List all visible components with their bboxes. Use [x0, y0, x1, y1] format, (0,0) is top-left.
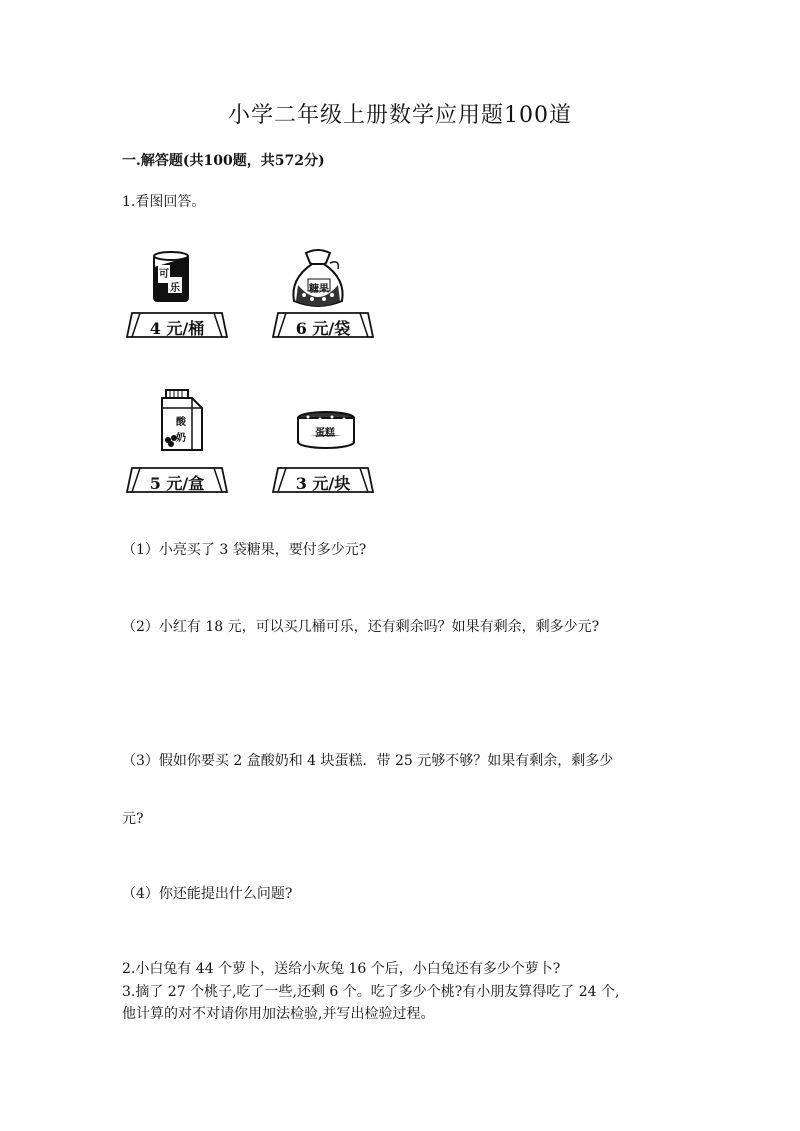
- price-card-cola: [122, 245, 232, 355]
- cola-label-top: 可: [159, 269, 169, 280]
- question-3-line-2: 他计算的对不对请你用加法检验,并写出检验过程。: [122, 1006, 435, 1022]
- cake-label: 蛋糕: [315, 428, 335, 439]
- price-tag-yogurt: 5 元/盒: [149, 474, 205, 493]
- question-3-line-1: 3.摘了 27 个桃子,吃了一些,还剩 6 个。吃了多少个桃?有小朋友算得吃了 24 个,: [122, 984, 620, 1000]
- question-1-sub-2: （2）小红有 18 元，可以买几桶可乐，还有剩余吗？如果有剩余，剩多少元?: [122, 619, 600, 635]
- price-tag-candy: 6 元/袋: [295, 319, 351, 338]
- price-card-candy: [268, 245, 378, 355]
- price-card-cake: [268, 388, 378, 498]
- question-1-sub-3-line-1: （3）假如你要买 2 盒酸奶和 4 块蛋糕．带 25 元够不够？如果有剩余，剩多少: [122, 753, 614, 769]
- yogurt-label-top: 酸: [176, 417, 186, 428]
- question-1-sub-4: （4）你还能提出什么问题?: [122, 886, 293, 902]
- question-1-stem: 1.看图回答。: [122, 194, 206, 210]
- question-2: 2.小白兔有 44 个萝卜，送给小灰兔 16 个后，小白兔还有多少个萝卜?: [122, 961, 561, 977]
- question-1-sub-3-line-2: 元?: [122, 811, 144, 827]
- question-1-sub-1: （1）小亮买了 3 袋糖果，要付多少元?: [122, 542, 367, 558]
- page-title: 小学二年级上册数学应用题100道: [228, 103, 572, 128]
- price-tag-cola: 4 元/桶: [149, 319, 205, 338]
- price-card-yogurt: [122, 388, 232, 498]
- cola-label-bottom: 乐: [170, 283, 180, 294]
- price-tag-cake: 3 元/块: [295, 474, 351, 493]
- section-heading: 一.解答题(共100题，共572分): [122, 153, 325, 169]
- yogurt-label-bottom: 奶: [176, 433, 186, 444]
- candy-label: 糖果: [309, 284, 329, 295]
